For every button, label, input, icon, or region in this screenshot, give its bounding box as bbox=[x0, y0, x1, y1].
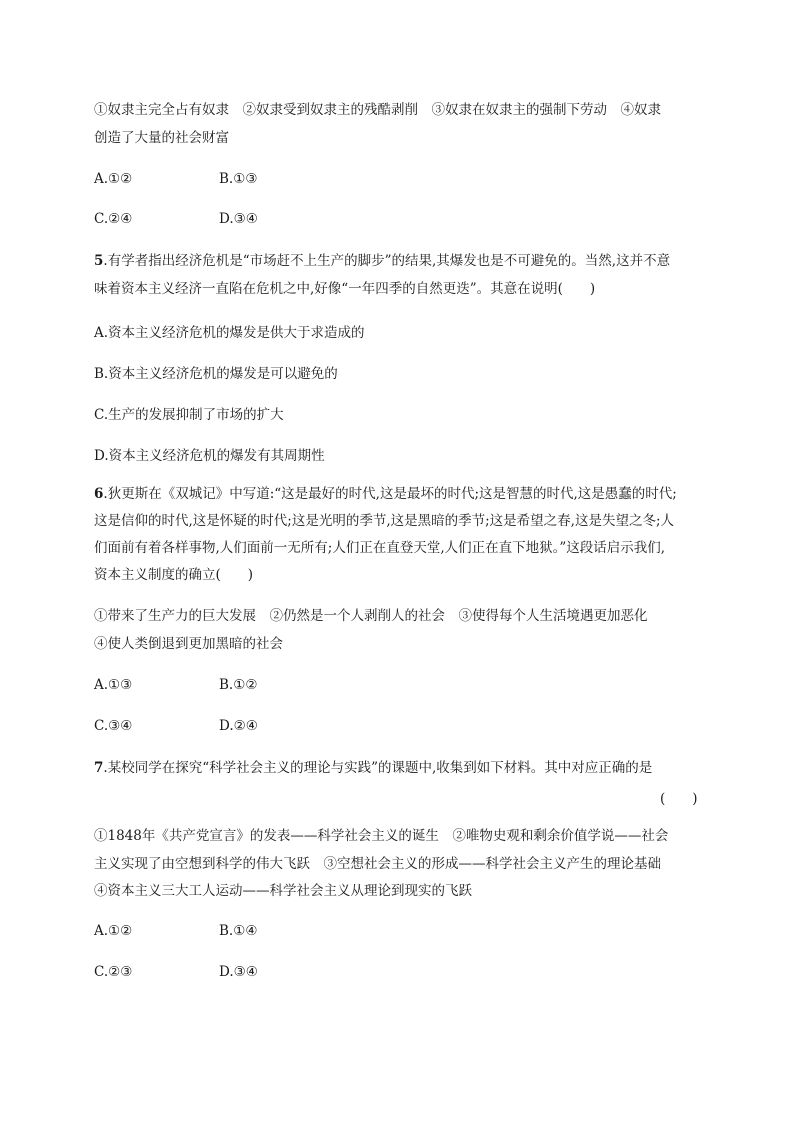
q7-item-line-1: ①1848年《共产党宣言》的发表——科学社会主义的诞生 ②唯物史观和剩余价值学说——社会 bbox=[94, 828, 669, 844]
q6-stem-line-4: 资本主义制度的确立( ) bbox=[94, 567, 254, 583]
q6-stem-line-3: 们面前有着各样事物,人们面前一无所有;人们正在直登天堂,人们正在直下地狱。”这段话启示我们, bbox=[94, 540, 666, 556]
q5-option-b: B.资本主义经济危机的爆发是可以避免的 bbox=[94, 366, 338, 382]
q7-stem-text-1: .某校同学在探究“科学社会主义的理论与实践”的课题中,收集到如下材料。其中对应正确的是 bbox=[103, 760, 653, 776]
q6-number: 6 bbox=[94, 486, 104, 502]
q4-stem-line-2: 创造了大量的社会财富 bbox=[94, 130, 229, 146]
q7-answer-paren: ( ) bbox=[660, 791, 698, 807]
q6-stem-text-1: .狄更斯在《双城记》中写道:“这是最好的时代,这是最坏的时代;这是智慧的时代,这是愚蠢的时代; bbox=[103, 486, 677, 502]
q6-option-d: D.②④ bbox=[219, 718, 258, 734]
q5-stem-text-1: .有学者指出经济危机是“市场赶不上生产的脚步”的结果,其爆发也是不可避免的。当然,这并不意 bbox=[103, 253, 671, 269]
q6-stem-line-2: 这是信仰的时代,这是怀疑的时代;这是光明的季节,这是黑暗的季节;这是希望之春,这是失望之冬;人 bbox=[94, 513, 675, 529]
q7-option-c: C.②③ bbox=[94, 964, 133, 980]
q4-option-b: B.①③ bbox=[219, 171, 258, 187]
q6-option-c: C.③④ bbox=[94, 718, 133, 734]
q5-stem-line-2: 味着资本主义经济一直陷在危机之中,好像“一年四季的自然更迭”。其意在说明( ) bbox=[94, 281, 596, 297]
q7-option-d: D.③④ bbox=[219, 964, 258, 980]
q5-option-a: A.资本主义经济危机的爆发是供大于求造成的 bbox=[94, 325, 365, 341]
q7-option-a: A.①② bbox=[94, 923, 133, 939]
q5-option-c: C.生产的发展抑制了市场的扩大 bbox=[94, 407, 284, 423]
q7-stem-line-1 bbox=[94, 759, 652, 777]
q5-number: 5 bbox=[94, 253, 104, 269]
q6-item-line-2: ④使人类倒退到更加黑暗的社会 bbox=[94, 636, 283, 652]
q5-stem-line-1 bbox=[94, 252, 670, 270]
q7-item-line-2: 主义实现了由空想到科学的伟大飞跃 ③空想社会主义的形成——科学社会主义产生的理论基础 bbox=[94, 856, 661, 872]
q7-option-b: B.①④ bbox=[219, 923, 258, 939]
q6-option-a: A.①③ bbox=[94, 677, 133, 693]
q7-number: 7 bbox=[94, 760, 104, 776]
q4-option-a: A.①② bbox=[94, 171, 133, 187]
q6-option-b: B.①② bbox=[219, 677, 258, 693]
q6-stem-line-1 bbox=[94, 485, 677, 503]
q4-option-d: D.③④ bbox=[219, 211, 258, 227]
q5-option-d: D.资本主义经济危机的爆发有其周期性 bbox=[94, 448, 325, 464]
q4-option-c: C.②④ bbox=[94, 211, 133, 227]
q4-stem-line-1: ①奴隶主完全占有奴隶 ②奴隶受到奴隶主的残酷剥削 ③奴隶在奴隶主的强制下劳动 ④奴隶 bbox=[94, 102, 661, 118]
q7-item-line-3: ④资本主义三大工人运动——科学社会主义从理论到现实的飞跃 bbox=[94, 883, 472, 899]
q6-item-line-1: ①带来了生产力的巨大发展 ②仍然是一个人剥削人的社会 ③使得每个人生活境遇更加恶化 bbox=[94, 608, 648, 624]
